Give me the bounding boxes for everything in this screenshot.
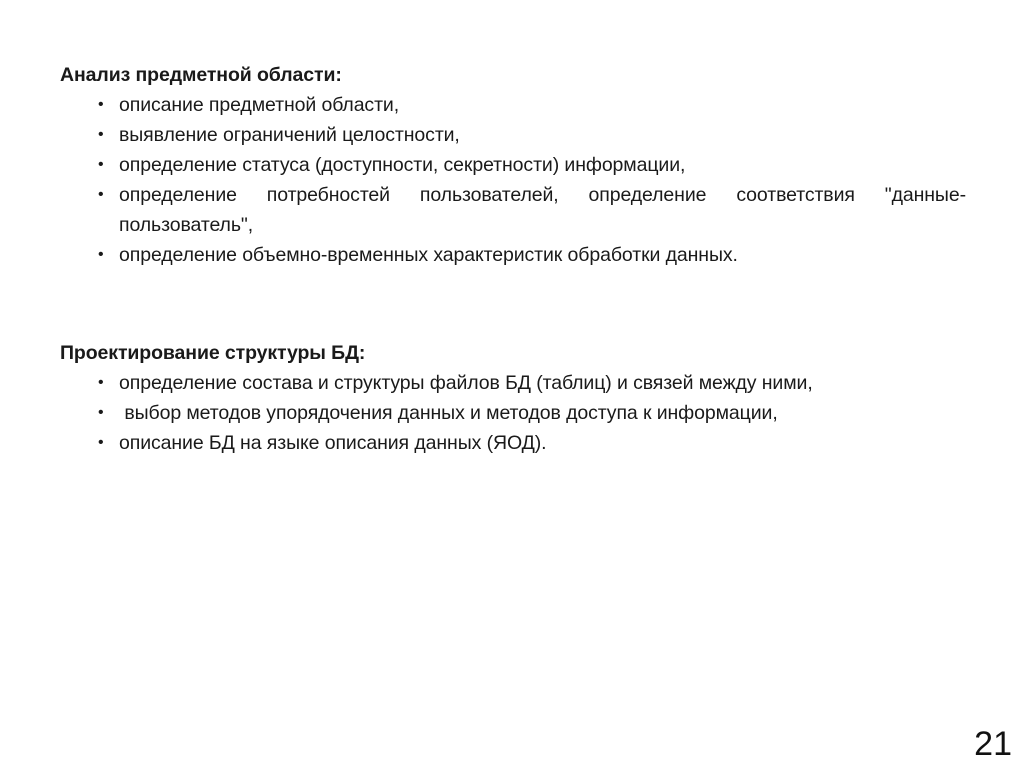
- list-item: [98, 150, 966, 180]
- section-db-structure-design: [60, 338, 966, 458]
- list-item-text: определение статуса (доступности, секретности) информации,: [119, 154, 686, 176]
- bullet-icon: •: [98, 374, 104, 391]
- list-item-text: определение объемно-временных характеристик обработки данных.: [119, 244, 738, 266]
- bullet-icon: •: [98, 96, 104, 113]
- bullet-icon: •: [98, 434, 104, 451]
- list-item: [98, 240, 966, 270]
- section-heading: Анализ предметной области:: [60, 64, 342, 86]
- list-item: [98, 120, 966, 150]
- list-item-text: определение состава и структуры файлов БД (таблиц) и связей между ними,: [119, 372, 813, 394]
- bullet-icon: •: [98, 126, 104, 143]
- list-item: [98, 368, 966, 398]
- list-item-text: описание предметной области,: [119, 94, 400, 116]
- section-heading: Проектирование структуры БД:: [60, 342, 366, 364]
- bullet-icon: •: [98, 404, 104, 421]
- bullet-icon: •: [98, 246, 104, 263]
- bullet-list: [60, 368, 966, 458]
- bullet-icon: •: [98, 186, 104, 203]
- list-item: [98, 90, 966, 120]
- list-item-text: описание БД на языке описания данных (ЯОД).: [119, 432, 547, 454]
- list-item-text: выбор методов упорядочения данных и методов доступа к информации,: [124, 402, 778, 424]
- bullet-list: [60, 90, 966, 270]
- list-item-text: выявление ограничений целостности,: [119, 124, 460, 146]
- page-number: 21: [974, 725, 1012, 763]
- list-item: [98, 398, 966, 428]
- bullet-icon: •: [98, 156, 104, 173]
- list-item: [98, 180, 966, 240]
- section-domain-analysis: [60, 60, 966, 270]
- list-item: [98, 428, 966, 458]
- list-item-text: определение потребностей пользователей, определение соответствия "данные-пользователь",: [119, 184, 966, 236]
